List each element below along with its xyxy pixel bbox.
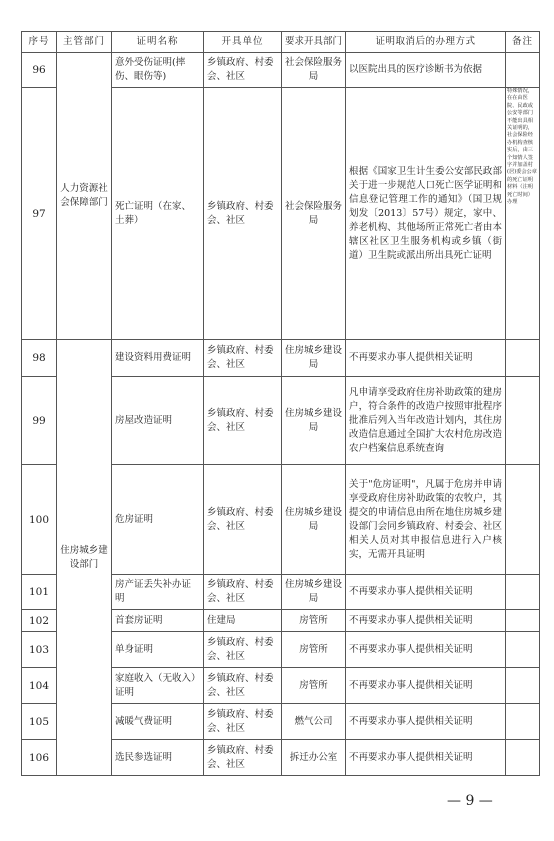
header-method: 证明取消后的办理方式 [346,32,506,53]
note [506,704,540,740]
method: 不再要求办事人提供相关证明 [346,610,506,632]
row-no: 100 [22,465,57,575]
issuer: 乡镇政府、村委会、社区 [204,668,282,704]
cert-name: 意外受伤证明(摔伤、眼伤等) [112,53,204,88]
cert-name: 单身证明 [112,632,204,668]
cert-name: 选民参选证明 [112,740,204,776]
cert-name: 首套房证明 [112,610,204,632]
method: 不再要求办事人提供相关证明 [346,740,506,776]
table-header-row [22,32,540,53]
issuer: 乡镇政府、村委会、社区 [204,377,282,465]
required-dept: 住房城乡建设局 [282,340,346,377]
required-dept: 社会保险服务局 [282,53,346,88]
method: 不再要求办事人提供相关证明 [346,340,506,377]
issuer: 乡镇政府、村委会、社区 [204,53,282,88]
table-row [22,340,540,377]
row-no: 99 [22,377,57,465]
header-no: 序号 [22,32,57,53]
note [506,632,540,668]
row-no: 101 [22,575,57,610]
method: 不再要求办事人提供相关证明 [346,575,506,610]
row-no: 97 [22,88,57,340]
required-dept: 社会保险服务局 [282,88,346,340]
header-dept: 主管部门 [57,32,112,53]
method: 以医院出具的医疗诊断书为依据 [346,53,506,88]
issuer: 乡镇政府、村委会、社区 [204,88,282,340]
row-no: 102 [22,610,57,632]
cert-name: 建设资料用费证明 [112,340,204,377]
cert-name: 房屋改造证明 [112,377,204,465]
note [506,53,540,88]
row-no: 106 [22,740,57,776]
issuer: 乡镇政府、村委会、社区 [204,575,282,610]
cert-name: 房产证丢失补办证明 [112,575,204,610]
header-required-dept: 要求开具部门 [282,32,346,53]
row-no: 103 [22,632,57,668]
header-note: 备注 [506,32,540,53]
note [506,465,540,575]
header-name: 证明名称 [112,32,204,53]
method: 关于"危房证明"，凡属于危房并申请享受政府住房补助政策的农牧户，其提交的申请信息由所在地住房城乡建设部门会同乡镇政府、村委会、社区相关人员对其申报信息进行入户核实，无需开具证明 [346,465,506,575]
row-no: 96 [22,53,57,88]
note [506,610,540,632]
issuer: 乡镇政府、村委会、社区 [204,465,282,575]
required-dept: 燃气公司 [282,704,346,740]
cert-name: 减暖气费证明 [112,704,204,740]
method: 凡申请享受政府住房补助政策的建房户，符合条件的改造户按照审批程序批准后列入当年改造计划内，其住房改造信息通过全国扩大农村危房改造农户档案信息系统查询 [346,377,506,465]
certificate-table [21,31,540,776]
row-no: 98 [22,340,57,377]
note [506,740,540,776]
note [506,575,540,610]
note: 特殊情况，在在由医院、民政或公安等部门不能出具相关证明的，社会保险经办机构查核实后，由三个知情人签字并加盖村(居)委会公章的死亡证明材料（注明死亡时间）办理 [506,88,540,340]
dept-cell: 住房城乡建设部门 [57,340,112,776]
issuer: 乡镇政府、村委会、社区 [204,740,282,776]
required-dept: 房管所 [282,668,346,704]
required-dept: 房管所 [282,610,346,632]
row-no: 104 [22,668,57,704]
method: 根据《国家卫生计生委公安部民政部关于进一步规范人口死亡医学证明和信息登记管理工作的通知》（国卫规划发〔2013〕57号）规定，家中、养老机构、其他场所正常死亡者由本辖区社区卫生服务机构或乡镇（街道）卫生院或派出所出具死亡证明 [346,88,506,340]
header-issuer: 开具单位 [204,32,282,53]
required-dept: 住房城乡建设局 [282,575,346,610]
dept-cell: 人力资源社会保障部门 [57,53,112,340]
issuer: 乡镇政府、村委会、社区 [204,340,282,377]
note [506,340,540,377]
required-dept: 住房城乡建设局 [282,377,346,465]
note [506,377,540,465]
cert-name: 危房证明 [112,465,204,575]
issuer: 住建局 [204,610,282,632]
note [506,668,540,704]
method: 不再要求办事人提供相关证明 [346,704,506,740]
method: 不再要求办事人提供相关证明 [346,632,506,668]
cert-name: 死亡证明（在家、土葬） [112,88,204,340]
issuer: 乡镇政府、村委会、社区 [204,632,282,668]
method: 不再要求办事人提供相关证明 [346,668,506,704]
page-number: — 9 — [447,793,493,809]
issuer: 乡镇政府、村委会、社区 [204,704,282,740]
row-no: 105 [22,704,57,740]
cert-name: 家庭收入（无收入）证明 [112,668,204,704]
required-dept: 住房城乡建设局 [282,465,346,575]
required-dept: 房管所 [282,632,346,668]
table-row [22,53,540,88]
required-dept: 拆迁办公室 [282,740,346,776]
